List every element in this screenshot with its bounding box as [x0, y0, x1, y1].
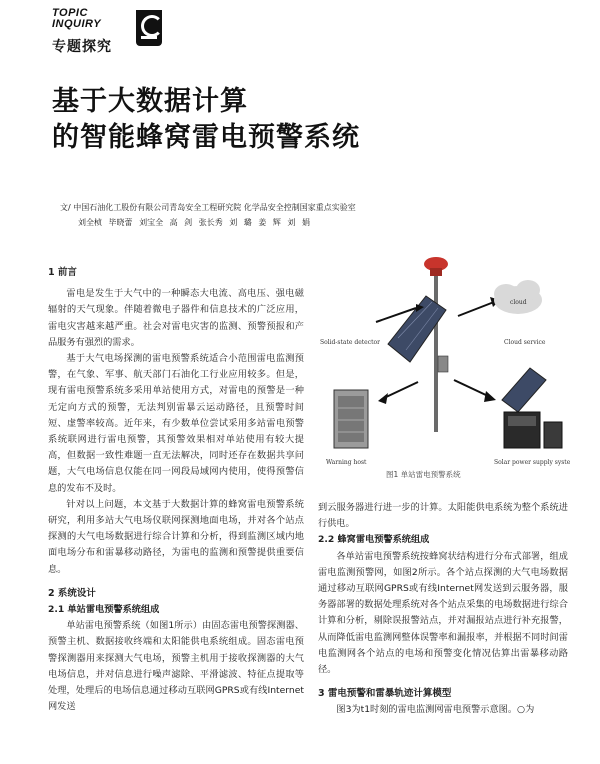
pole [434, 272, 438, 432]
warning-host-icon [334, 390, 368, 448]
left-column [48, 262, 304, 715]
label-detector: Solid-state detector [320, 339, 380, 346]
logo-chinese: 专题探究 [52, 39, 112, 55]
arrow [454, 380, 488, 396]
section-heading-design: 2 系统设计 [48, 587, 96, 599]
paragraph: 基于大气电场探测的雷电预警系统适合小范围雷电监测预警，在气象、军事、航天部门石油化工行业应用较多。但是，现有雷电预警系统多采用单站使用方式，对雷电的预警是一种无定向方式的预警，无法判别雷暴云运动路径，且预警时间短、虚警率较高。近年来，有少数单位尝试采用多站雷电预警系统联网进行雷电预警，其预警效果相对单站使用有较大提高，但数据一致性难题一直无法解决，同时还存在数据共享问题，大气电场信息仅能在同一网段局域网内使用，使得预警信息的发布不及时。 [48, 353, 304, 494]
detector-base [430, 268, 442, 276]
logo-text-topic: TOPIC [52, 7, 88, 19]
section-heading-intro: 1 前言 [48, 267, 77, 278]
paragraph: 针对以上问题，本文基于大数据计算的蜂窝雷电预警系统研究，利用多站大气电场仪联网探测地面电场，并对各个站点探测的大气电场数据进行综合计算和分析，得到监测区域内地面电场分布和雷暴移动路径，为雷电的监测和预警提供重要信息。 [48, 498, 304, 575]
paragraph: 雷电是发生于大气中的一种瞬态大电流、高电压、强电磁辐射的天气现象。伴随着微电子器件和信息技术的广泛应用，雷电灾害越来越严重。社会对雷电灾害的监测、预警预报和产品服务有强烈的需求。 [48, 288, 304, 348]
article-title [52, 84, 360, 156]
figure-1 [318, 252, 570, 484]
arrow [384, 382, 418, 398]
magazine-logo [52, 7, 162, 55]
paragraph: 到云服务器进行进一步的计算。太阳能供电系统为整个系统进行供电。 [318, 502, 568, 530]
figure-1-illustration [318, 252, 570, 484]
label-cloud-service: Cloud service [504, 339, 546, 346]
subsection-heading-2-1: 2.1 单站雷电预警系统组成 [48, 604, 160, 616]
paragraph: 单站雷电预警系统（如图1所示）由固态雷电预警探测器、预警主机、数据接收终端和太阳能供电系统组成。固态雷电预警探测器用来探测大气电场，预警主机用于接收探测器的大气电场信息，并对信息进行噪声滤除、平滑滤波、特征点提取等处理，处理后的电场信息通过移动互联网GPRS或有线Internet网发送 [48, 620, 304, 713]
paragraph: 各单站雷电预警系统按蜂窝状结构进行分布式部署，组成雷电监测预警网，如图2所示。各个站点探测的大气电场数据通过移动互联网GPRS或有线Internet网发送到云服务器，服务器部署的数据处理系统对各个站点采集的电场数据进行综合计算和分析，剔除误报警站点，并对漏报站点进行补充报警，从而降低雷电监测网整体误警率和漏报率，并根据不同时间雷电监测网各个站点的电场和预警变化情况估算出雷暴移动路径。 [318, 550, 568, 676]
label-cloud: cloud [510, 299, 527, 306]
subsection-heading-2-2: 2.2 蜂窝雷电预警系统组成 [318, 534, 430, 546]
solar-power-supply-icon [502, 368, 562, 448]
author-block [60, 200, 356, 230]
pole-box [438, 356, 448, 372]
right-column [318, 500, 568, 719]
paragraph: 图3为t1时刻的雷电监测网雷电预警示意图。○为 [336, 704, 535, 716]
logo-text-inquiry: INQUIRY [52, 18, 102, 30]
figure-1-caption: 图1 单站雷电预警系统 [386, 470, 461, 479]
label-solar-supply: Solar power supply system [494, 459, 570, 466]
logo-english [52, 8, 101, 30]
title-line-2: 的智能蜂窝雷电预警系统 [52, 122, 360, 153]
author-names: 刘全桢 毕晓蕾 刘宝全 高 剑 张长秀 刘 璐 姜 辉 刘 娟 [78, 218, 310, 227]
section-heading-3: 3 雷电预警和雷暴轨迹计算模型 [318, 688, 452, 700]
cloud-icon [494, 280, 542, 314]
label-warning-host: Warning host [326, 459, 367, 466]
logo-mark-icon [136, 10, 162, 46]
author-affiliation: 文/ 中国石油化工股份有限公司青岛安全工程研究院 化学品安全控制国家重点实验室 [60, 203, 356, 212]
arrow [458, 302, 494, 316]
title-line-1: 基于大数据计算 [52, 86, 248, 117]
